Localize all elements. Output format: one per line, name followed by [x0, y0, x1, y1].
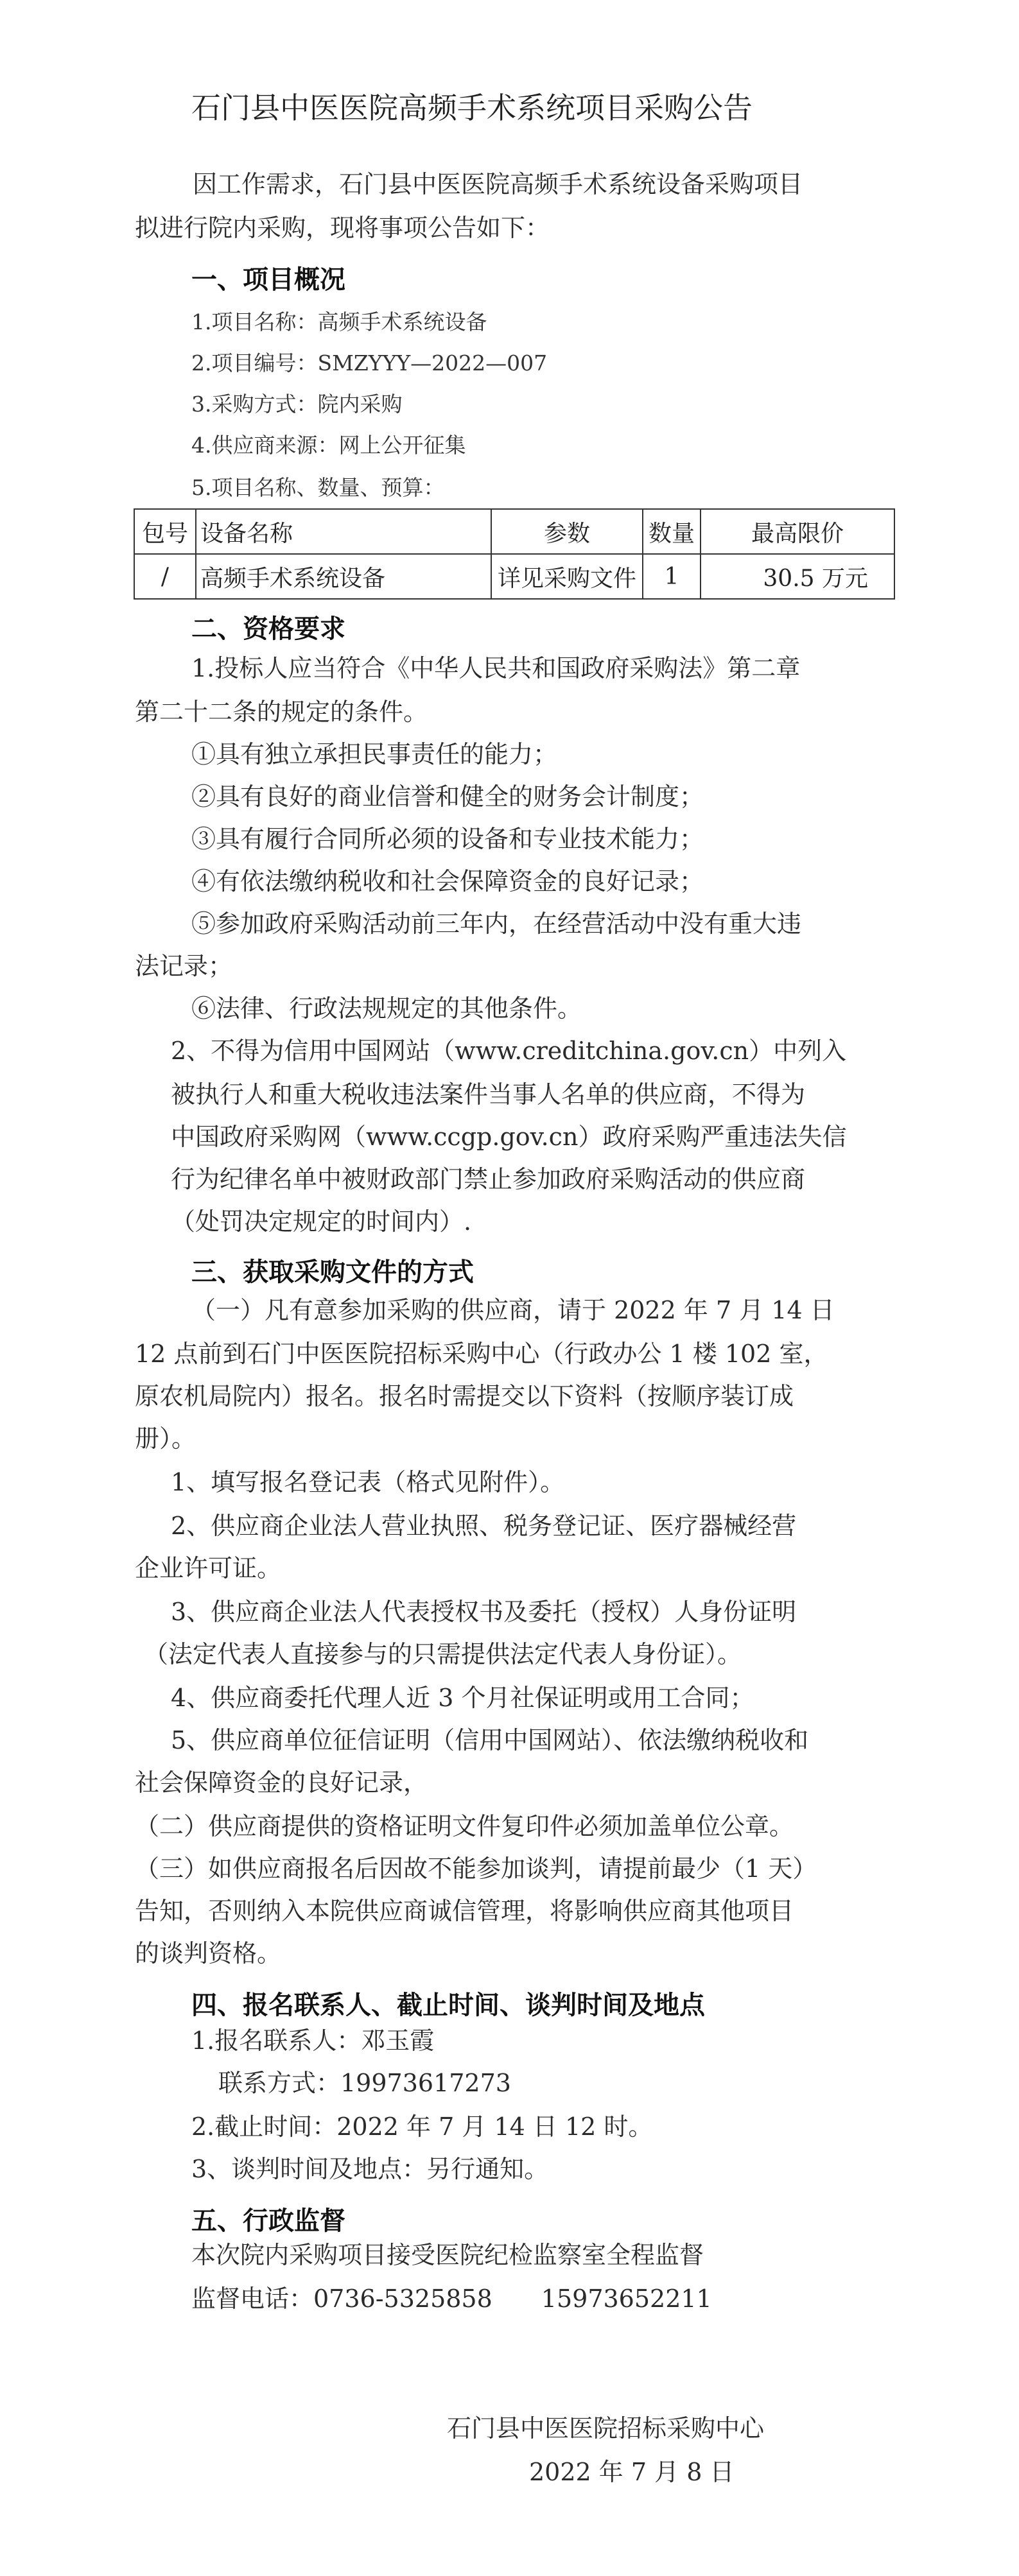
issue-date: 2022 年 7 月 8 日 — [529, 2458, 735, 2486]
qual-line: ④有依法缴纳税收和社会保障资金的良好记录； — [191, 867, 704, 895]
project-number: 2.项目编号：SMZYYY—2022—007 — [191, 350, 548, 376]
obtain-line: 册）。 — [135, 1424, 196, 1453]
obtain-line: 企业许可证。 — [135, 1554, 282, 1582]
section-3-heading: 三、获取采购文件的方式 — [191, 1258, 474, 1287]
obtain-line: （法定代表人直接参与的只需提供法定代表人身份证）。 — [144, 1640, 742, 1668]
qual-line: ③具有履行合同所必须的设备和专业技术能力； — [191, 825, 704, 853]
obtain-line: 原农机局院内）报名。报名时需提交以下资料（按顺序装订成 — [135, 1382, 794, 1410]
supervision-text: 本次院内采购项目接受医院纪检监察室全程监督 — [191, 2241, 704, 2269]
obtain-line: 3、供应商企业法人代表授权书及委托（授权）人身份证明 — [171, 1598, 797, 1626]
section-4-heading: 四、报名联系人、截止时间、谈判时间及地点 — [191, 1991, 705, 2020]
qual-line: 1.投标人应当符合《中华人民共和国政府采购法》第二章 — [191, 654, 801, 682]
obtain-line: （一）凡有意参加采购的供应商，请于 2022 年 7 月 14 日 — [191, 1296, 835, 1324]
table-header: 参数 — [491, 509, 643, 554]
obtain-line: 的谈判资格。 — [135, 1939, 282, 1967]
table-header-row — [134, 509, 894, 554]
table-header: 包号 — [134, 509, 196, 554]
project-name: 1.项目名称：高频手术系统设备 — [191, 309, 487, 334]
table-header: 数量 — [643, 509, 701, 554]
qual-line: ②具有良好的商业信誉和健全的财务会计制度； — [191, 782, 704, 811]
qual-line: 被执行人和重大税收违法案件当事人名单的供应商，不得为 — [171, 1080, 806, 1109]
intro-line-2: 拟进行院内采购，现将事项公告如下： — [135, 214, 550, 242]
obtain-line: 1、填写报名登记表（格式见附件）。 — [171, 1468, 565, 1496]
negotiation-time: 3、谈判时间及地点：另行通知。 — [191, 2155, 549, 2183]
contact-person: 1.报名联系人：邓玉霞 — [191, 2027, 435, 2055]
table-cell: / — [134, 554, 196, 599]
contact-phone: 联系方式：19973617273 — [218, 2069, 511, 2097]
table-cell: 详见采购文件 — [491, 554, 643, 599]
qual-line: 行为纪律名单中被财政部门禁止参加政府采购活动的供应商 — [171, 1165, 806, 1193]
qual-line: 法记录； — [135, 952, 233, 980]
table-header: 最高限价 — [701, 509, 894, 554]
obtain-line: 12 点前到石门中医医院招标采购中心（行政办公 1 楼 102 室， — [135, 1340, 828, 1368]
obtain-line: （三）如供应商报名后因故不能参加谈判，请提前最少（1 天） — [135, 1854, 817, 1883]
obtain-line: 4、供应商委托代理人近 3 个月社保证明或用工合同； — [171, 1684, 754, 1712]
qual-line: （处罚决定规定的时间内）. — [171, 1207, 472, 1236]
procurement-table — [134, 508, 895, 600]
obtain-line: 告知，否则纳入本院供应商诚信管理，将影响供应商其他项目 — [135, 1897, 794, 1925]
qual-line: ⑥法律、行政法规规定的其他条件。 — [191, 994, 582, 1023]
intro-line-1: 因工作需求，石门县中医医院高频手术系统设备采购项目 — [193, 170, 803, 198]
table-cell: 30.5 万元 — [701, 554, 894, 599]
obtain-line: 5、供应商单位征信证明（信用中国网站）、依法缴纳税收和 — [171, 1726, 809, 1754]
deadline: 2.截止时间：2022 年 7 月 14 日 12 时。 — [191, 2113, 653, 2141]
qual-line: 中国政府采购网（www.ccgp.gov.cn）政府采购严重违法失信 — [171, 1123, 847, 1151]
qual-line: ①具有独立承担民事责任的能力； — [191, 740, 558, 768]
qual-line: ⑤参加政府采购活动前三年内，在经营活动中没有重大违 — [191, 910, 802, 938]
section-2-heading: 二、资格要求 — [191, 614, 345, 644]
supplier-source: 4.供应商来源：网上公开征集 — [191, 433, 466, 458]
table-cell: 1 — [643, 554, 701, 599]
table-row — [134, 554, 894, 599]
budget-intro: 5.项目名称、数量、预算： — [191, 475, 445, 500]
supervision-phone: 监督电话：0736-5325858 15973652211 — [191, 2285, 712, 2313]
page-title: 石门县中医医院高频手术系统项目采购公告 — [191, 91, 753, 125]
issuer: 石门县中医医院招标采购中心 — [447, 2414, 765, 2442]
table-cell: 高频手术系统设备 — [196, 554, 491, 599]
procurement-method: 3.采购方式：院内采购 — [191, 392, 403, 417]
qual-line: 第二十二条的规定的条件。 — [135, 698, 428, 726]
obtain-line: （二）供应商提供的资格证明文件复印件必须加盖单位公章。 — [135, 1812, 794, 1840]
section-5-heading: 五、行政监督 — [191, 2206, 345, 2236]
section-1-heading: 一、项目概况 — [191, 265, 345, 295]
qual-line: 2、不得为信用中国网站（www.creditchina.gov.cn）中列入 — [171, 1037, 847, 1065]
table-header: 设备名称 — [196, 509, 491, 554]
obtain-line: 社会保障资金的良好记录， — [135, 1768, 428, 1797]
obtain-line: 2、供应商企业法人营业执照、税务登记证、医疗器械经营 — [171, 1512, 797, 1540]
